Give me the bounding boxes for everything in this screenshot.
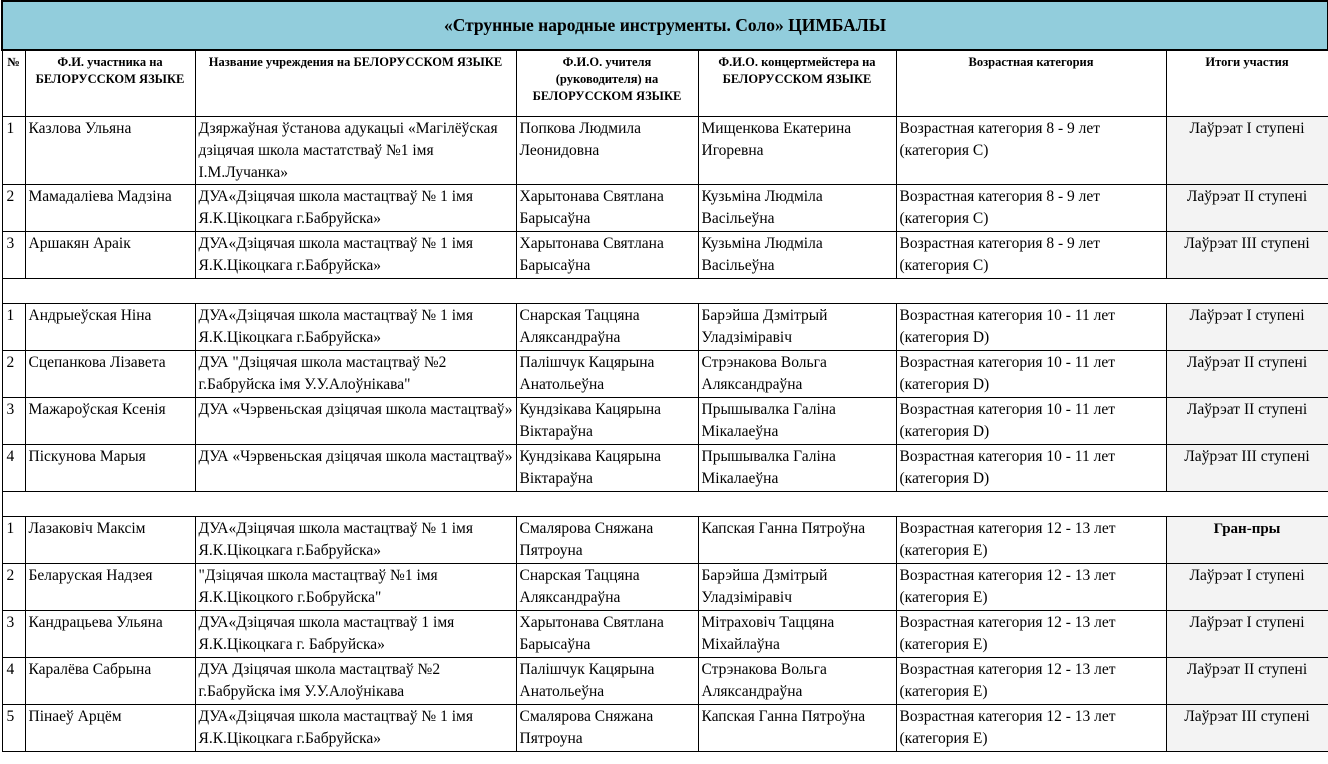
cell-num: 1: [2, 304, 25, 351]
cell-participant: Аршакян Араік: [25, 232, 195, 279]
table-row: [2, 705, 1328, 752]
cell-category: Возрастная категория 12 - 13 лет (категория Е): [896, 658, 1166, 705]
header-category: Возрастная категория: [896, 50, 1166, 117]
cell-institution: ДУА «Чэрвеньская дзіцячая школа мастацтваў»: [195, 398, 516, 445]
group-separator: [2, 279, 1328, 304]
cell-accompanist: Мищенкова Екатерина Игоревна: [698, 117, 896, 185]
cell-institution: ДУА «Чэрвеньская дзіцячая школа мастацтваў»: [195, 445, 516, 492]
cell-result: Гран-пры: [1166, 517, 1328, 564]
cell-num: 1: [2, 517, 25, 564]
table-row: [2, 117, 1328, 185]
cell-category: Возрастная категория 10 - 11 лет (категория D): [896, 398, 1166, 445]
cell-participant: Кандрацьева Ульяна: [25, 611, 195, 658]
cell-institution: Дзяржаўная ўстанова адукацыі «Магілёўская дзіцячая школа мастатстваў №1 імя І.М.Лучанка»: [195, 117, 516, 185]
table-row: [2, 232, 1328, 279]
separator-cell: [195, 279, 516, 304]
separator-cell: [896, 279, 1166, 304]
cell-participant: Мамадаліева Мадзіна: [25, 185, 195, 232]
cell-participant: Казлова Ульяна: [25, 117, 195, 185]
table-row: [2, 658, 1328, 705]
separator-cell: [896, 492, 1166, 517]
separator-cell: [195, 492, 516, 517]
header-institution: Название учреждения на БЕЛОРУССКОМ ЯЗЫКЕ: [195, 50, 516, 117]
cell-result: Лаўрэат II ступені: [1166, 351, 1328, 398]
cell-teacher: Харытонава Святлана Барысаўна: [516, 611, 698, 658]
cell-teacher: Харытонава Святлана Барысаўна: [516, 232, 698, 279]
cell-accompanist: Барэйша Дзмітрый Уладзіміравіч: [698, 304, 896, 351]
cell-accompanist: Стрэнакова Вольга Аляксандраўна: [698, 658, 896, 705]
cell-participant: Сцепанкова Лізавета: [25, 351, 195, 398]
cell-institution: ДУА«Дзіцячая школа мастацтваў 1 імя Я.К.Цікоцкага г. Бабруйска»: [195, 611, 516, 658]
cell-result: Лаўрэат III ступені: [1166, 232, 1328, 279]
cell-category: Возрастная категория 12 - 13 лет (категория Е): [896, 611, 1166, 658]
cell-result: Лаўрэат I ступені: [1166, 611, 1328, 658]
header-teacher: Ф.И.О. учителя (руководителя) на БЕЛОРУССКОМ ЯЗЫКЕ: [516, 50, 698, 117]
cell-accompanist: Капская Ганна Пятроўна: [698, 705, 896, 752]
cell-result: Лаўрэат I ступені: [1166, 304, 1328, 351]
cell-teacher: Снарская Таццяна Аляксандраўна: [516, 564, 698, 611]
cell-num: 1: [2, 117, 25, 185]
cell-participant: Беларуская Надзея: [25, 564, 195, 611]
separator-cell: [2, 279, 25, 304]
cell-num: 3: [2, 611, 25, 658]
cell-num: 4: [2, 658, 25, 705]
cell-num: 2: [2, 351, 25, 398]
cell-category: Возрастная категория 8 - 9 лет (категория С): [896, 117, 1166, 185]
cell-category: Возрастная категория 12 - 13 лет (категория Е): [896, 705, 1166, 752]
cell-accompanist: Кузьміна Людміла Васільеўна: [698, 185, 896, 232]
cell-num: 2: [2, 185, 25, 232]
table-row: [2, 517, 1328, 564]
cell-institution: ДУА«Дзіцячая школа мастацтваў № 1 імя Я.К.Цікоцкага г.Бабруйска»: [195, 517, 516, 564]
table-row: [2, 611, 1328, 658]
separator-cell: [25, 492, 195, 517]
cell-institution: ДУА«Дзіцячая школа мастацтваў № 1 імя Я.К.Цікоцкага г.Бабруйска»: [195, 705, 516, 752]
cell-category: Возрастная категория 12 - 13 лет (категория Е): [896, 564, 1166, 611]
cell-teacher: Харытонава Святлана Барысаўна: [516, 185, 698, 232]
table-row: [2, 564, 1328, 611]
cell-result: Лаўрэат III ступені: [1166, 705, 1328, 752]
cell-result: Лаўрэат I ступені: [1166, 564, 1328, 611]
cell-teacher: Палішчук Кацярына Анатольеўна: [516, 658, 698, 705]
cell-num: 3: [2, 232, 25, 279]
cell-accompanist: Капская Ганна Пятроўна: [698, 517, 896, 564]
title-row: [2, 1, 1328, 50]
cell-category: Возрастная категория 8 - 9 лет (категория С): [896, 185, 1166, 232]
cell-accompanist: Прышывалка Галіна Мікалаеўна: [698, 445, 896, 492]
cell-result: Лаўрэат I ступені: [1166, 117, 1328, 185]
cell-result: Лаўрэат III ступені: [1166, 445, 1328, 492]
header-num: №: [2, 50, 25, 117]
cell-participant: Каралёва Сабрына: [25, 658, 195, 705]
table-row: [2, 185, 1328, 232]
cell-category: Возрастная категория 10 - 11 лет (категория D): [896, 351, 1166, 398]
separator-cell: [698, 279, 896, 304]
header-participant: Ф.И. участника на БЕЛОРУССКОМ ЯЗЫКЕ: [25, 50, 195, 117]
cell-num: 4: [2, 445, 25, 492]
table-row: [2, 304, 1328, 351]
cell-participant: Піскунова Марыя: [25, 445, 195, 492]
cell-result: Лаўрэат II ступені: [1166, 185, 1328, 232]
cell-accompanist: Стрэнакова Вольга Аляксандраўна: [698, 351, 896, 398]
cell-num: 2: [2, 564, 25, 611]
cell-institution: ДУА«Дзіцячая школа мастацтваў № 1 імя Я.К.Цікоцкага г.Бабруйска»: [195, 185, 516, 232]
cell-teacher: Кундзікава Кацярына Віктараўна: [516, 445, 698, 492]
cell-participant: Андрыеўская Ніна: [25, 304, 195, 351]
table-row: [2, 398, 1328, 445]
cell-accompanist: Мітраховіч Таццяна Міхайлаўна: [698, 611, 896, 658]
cell-result: Лаўрэат II ступені: [1166, 398, 1328, 445]
separator-cell: [516, 279, 698, 304]
group-separator: [2, 492, 1328, 517]
cell-participant: Мажароўская Ксенія: [25, 398, 195, 445]
separator-cell: [1166, 492, 1328, 517]
cell-teacher: Смалярова Сняжана Пятроуна: [516, 705, 698, 752]
cell-category: Возрастная категория 10 - 11 лет (категория D): [896, 304, 1166, 351]
cell-category: Возрастная категория 10 - 11 лет (категория D): [896, 445, 1166, 492]
cell-institution: ДУА Дзіцячая школа мастацтваў №2 г.Бабруйска імя У.У.Алоўнікава: [195, 658, 516, 705]
cell-teacher: Снарская Таццяна Аляксандраўна: [516, 304, 698, 351]
results-table: [1, 0, 1328, 752]
cell-institution: "Дзіцячая школа мастацтваў №1 імя Я.К.Цікоцкого г.Бобруйска": [195, 564, 516, 611]
cell-accompanist: Прышывалка Галіна Мікалаеўна: [698, 398, 896, 445]
cell-teacher: Попкова Людмила Леонидовна: [516, 117, 698, 185]
cell-category: Возрастная категория 12 - 13 лет (категория Е): [896, 517, 1166, 564]
separator-cell: [698, 492, 896, 517]
table-title: «Струнные народные инструменты. Соло» ЦИМБАЛЫ: [2, 1, 1328, 50]
cell-institution: ДУА "Дзіцячая школа мастацтваў №2 г.Бабруйска імя У.У.Алоўнікава": [195, 351, 516, 398]
cell-institution: ДУА«Дзіцячая школа мастацтваў № 1 імя Я.К.Цікоцкага г.Бабруйска»: [195, 232, 516, 279]
cell-result: Лаўрэат II ступені: [1166, 658, 1328, 705]
cell-category: Возрастная категория 8 - 9 лет (категория С): [896, 232, 1166, 279]
separator-cell: [1166, 279, 1328, 304]
cell-num: 3: [2, 398, 25, 445]
cell-num: 5: [2, 705, 25, 752]
cell-teacher: Смалярова Сняжана Пятроуна: [516, 517, 698, 564]
separator-cell: [25, 279, 195, 304]
separator-cell: [516, 492, 698, 517]
table-row: [2, 351, 1328, 398]
cell-participant: Лазаковіч Максім: [25, 517, 195, 564]
header-row: [2, 50, 1328, 117]
cell-institution: ДУА«Дзіцячая школа мастацтваў № 1 імя Я.К.Цікоцкага г.Бабруйска»: [195, 304, 516, 351]
cell-accompanist: Барэйша Дзмітрый Уладзіміравіч: [698, 564, 896, 611]
header-result: Итоги участия: [1166, 50, 1328, 117]
separator-cell: [2, 492, 25, 517]
cell-teacher: Кундзікава Кацярына Віктараўна: [516, 398, 698, 445]
cell-accompanist: Кузьміна Людміла Васільеўна: [698, 232, 896, 279]
table-row: [2, 445, 1328, 492]
cell-participant: Пінаеў Арцём: [25, 705, 195, 752]
header-accompanist: Ф.И.О. концертмейстера на БЕЛОРУССКОМ ЯЗЫКЕ: [698, 50, 896, 117]
cell-teacher: Палішчук Кацярына Анатольеўна: [516, 351, 698, 398]
